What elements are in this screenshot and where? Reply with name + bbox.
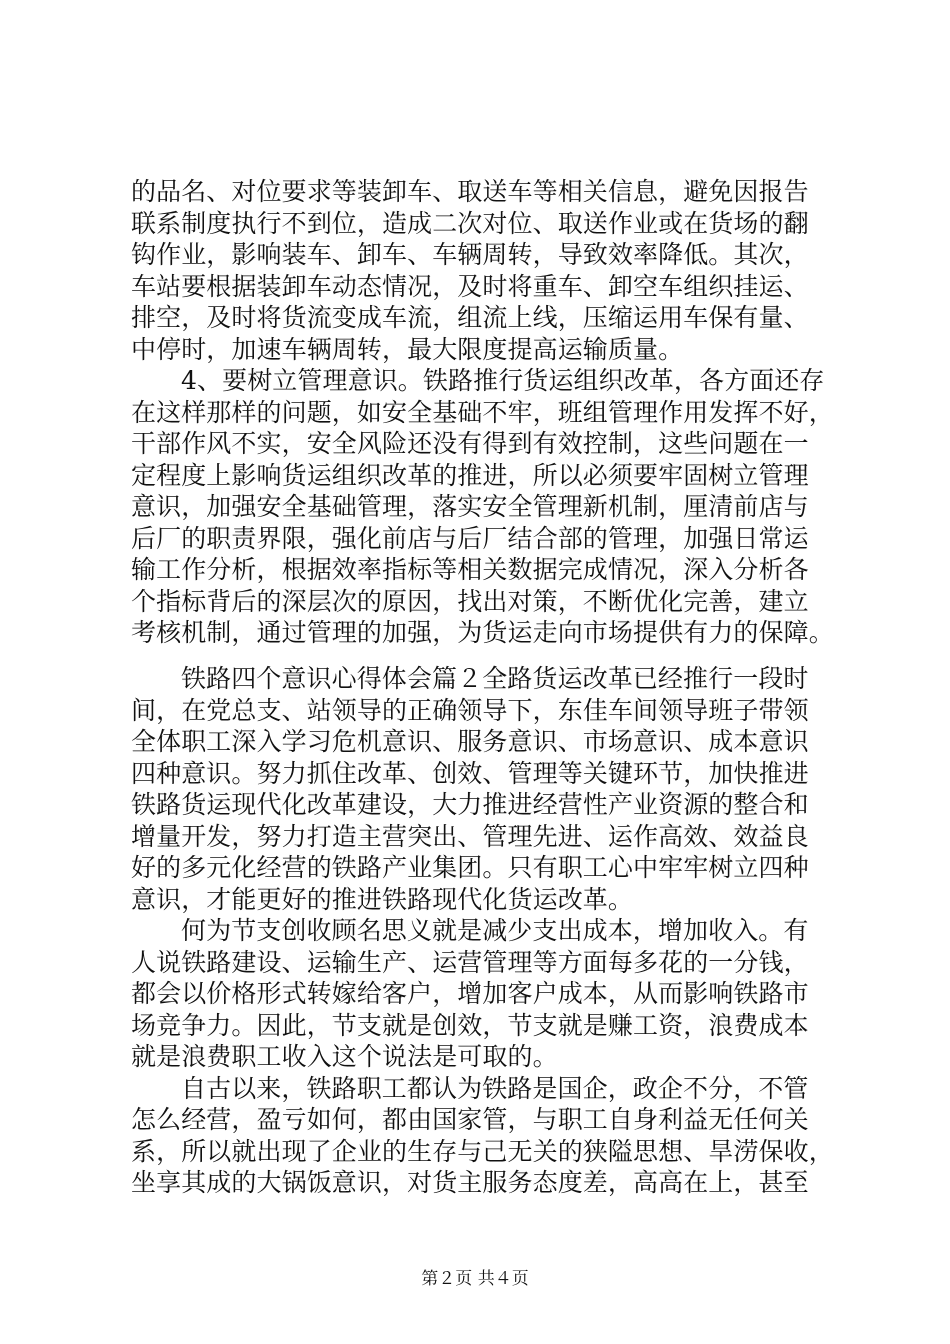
- body-line: 排空，及时将货流变成车流，组流上线，压缩运用车保有量、: [131, 303, 809, 332]
- body-line: 钩作业，影响装车、卸车、车辆周转，导致效率降低。其次，: [131, 240, 809, 269]
- body-line: 系，所以就出现了企业的生存与己无关的狭隘思想、旱涝保收，: [131, 1136, 834, 1166]
- paragraph-start-line: 何为节支创收顾名思义就是减少支出成本，增加收入。有: [181, 916, 809, 945]
- body-line: 后厂的职责界限，强化前店与后厂结合部的管理，加强日常运: [131, 523, 809, 553]
- body-line: 好的多元化经营的铁路产业集团。只有职工心中牢牢树立四种: [131, 853, 809, 882]
- body-line: 输工作分析，根据效率指标等相关数据完成情况，深入分析各: [131, 555, 809, 584]
- body-line: 间，在党总支、站领导的正确领导下，东佳车间领导班子带领: [131, 695, 809, 725]
- body-line: 干部作风不实，安全风险还没有得到有效控制，这些问题在一: [131, 429, 809, 458]
- paragraph-start-line: 4、要树立管理意识。铁路推行货运组织改革，各方面还存: [181, 366, 825, 395]
- body-line: 人说铁路建设、运输生产、运营管理等方面每多花的一分钱，: [131, 947, 809, 977]
- body-line: 中停时，加速车辆周转，最大限度提高运输质量。: [131, 334, 684, 364]
- body-line: 怎么经营，盈亏如何，都由国家管，与职工自身利益无任何关: [131, 1105, 809, 1134]
- body-line: 坐享其成的大锅饭意识，对货主服务态度差，高高在上，甚至: [131, 1168, 809, 1197]
- body-line: 增量开发，努力打造主营突出、管理先进、运作高效、效益良: [131, 821, 809, 851]
- body-line: 定程度上影响货运组织改革的推进，所以必须要牢固树立管理: [131, 460, 809, 490]
- body-line: 个指标背后的深层次的原因，找出对策，不断优化完善，建立: [131, 586, 809, 616]
- body-line: 在这样那样的问题，如安全基础不牢，班组管理作用发挥不好，: [131, 397, 834, 427]
- body-line: 意识，加强安全基础管理，落实安全管理新机制，厘清前店与: [131, 492, 809, 521]
- body-line: 都会以价格形式转嫁给客户，增加客户成本，从而影响铁路市: [131, 979, 809, 1008]
- page-number-footer: 第２页 共４页: [421, 1269, 529, 1289]
- body-line: 四种意识。努力抓住改革、创效、管理等关键环节，加快推进: [131, 758, 809, 788]
- body-line: 铁路货运现代化改革建设，大力推进经营性产业资源的整合和: [131, 790, 809, 819]
- paragraph-start-line: 铁路四个意识心得体会篇２全路货运改革已经推行一段时: [181, 664, 809, 693]
- paragraph-start-line: 自古以来，铁路职工都认为铁路是国企，政企不分，不管: [181, 1073, 809, 1103]
- body-text-section-2: [131, 663, 851, 1199]
- body-line: 就是浪费职工收入这个说法是可取的。: [131, 1042, 558, 1071]
- body-line: 联系制度执行不到位，造成二次对位、取送作业或在货场的翻: [131, 208, 809, 238]
- body-line: 的品名、对位要求等装卸车、取送车等相关信息，避免因报告: [131, 177, 809, 206]
- body-line: 全体职工深入学习危机意识、服务意识、市场意识、成本意识: [131, 727, 809, 756]
- body-line: 场竞争力。因此，节支就是创效，节支就是赚工资，浪费成本: [131, 1010, 809, 1040]
- body-line: 考核机制，通过管理的加强，为货运走向市场提供有力的保障。: [131, 618, 834, 647]
- body-text-section-1: [131, 176, 851, 649]
- body-line: 车站要根据装卸车动态情况，及时将重车、卸空车组织挂运、: [131, 271, 809, 301]
- body-line: 意识，才能更好的推进铁路现代化货运改革。: [131, 884, 634, 914]
